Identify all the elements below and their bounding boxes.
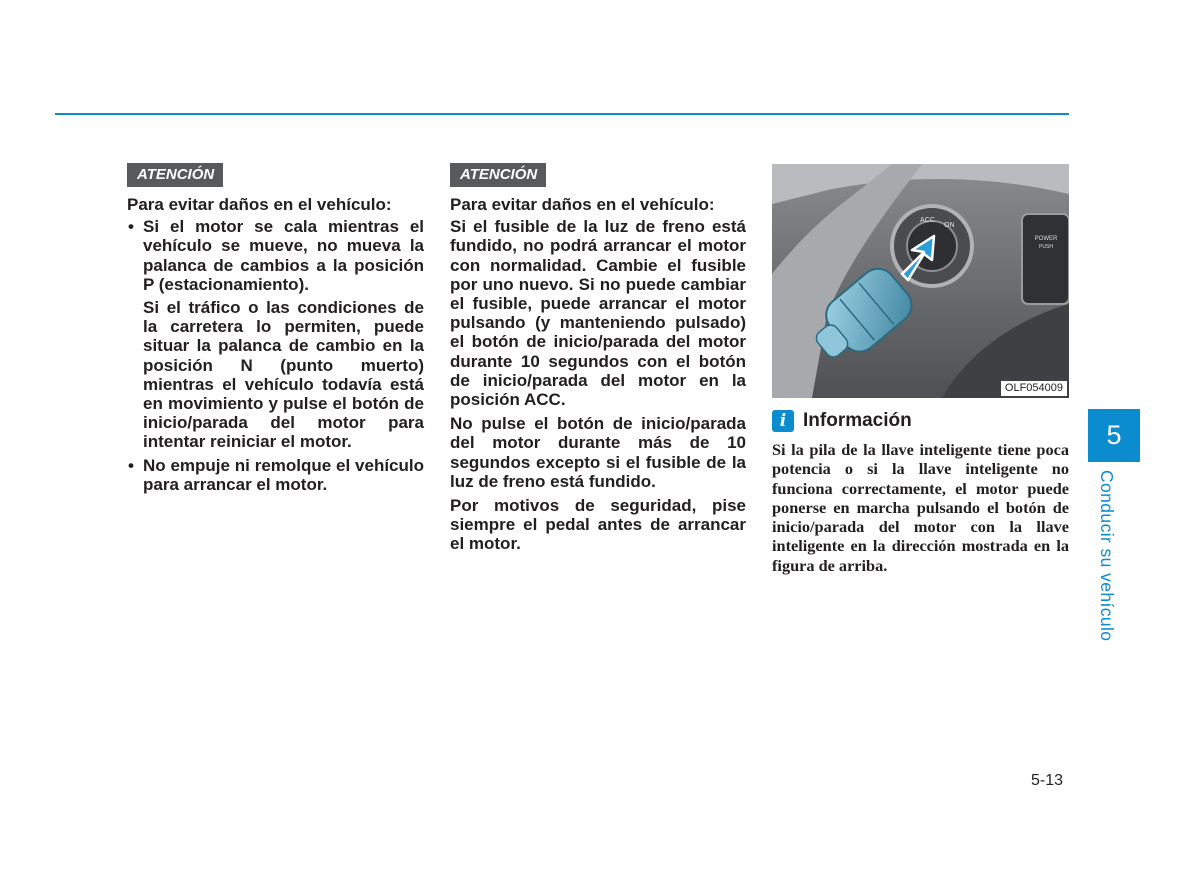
console-panel xyxy=(1022,214,1069,304)
header-rule xyxy=(55,113,1069,115)
caution-bullet xyxy=(127,456,424,494)
acc-label: ACC xyxy=(920,217,935,224)
power-label: POWER xyxy=(1034,236,1058,242)
bullet-text: No empuje ni remolque el vehículo para arrancar el motor. xyxy=(143,455,424,494)
caution-lead: Para evitar daños en el vehículo: xyxy=(450,195,715,214)
caution-sub-paragraph: Si el tráfico o las condiciones de la carretera lo permiten, puede situar la palanca de cambio en la posición N (punto muerto) mientras el vehículo todavía está en movimiento y pulse el botón de inicio/parada del motor para intentar reiniciar el motor. xyxy=(143,298,424,452)
bullet-dot: • xyxy=(128,217,134,237)
chapter-number-tab: 5 xyxy=(1088,409,1140,462)
caution-paragraph: Si el fusible de la luz de freno está fundido, no podrá arrancar el motor con normalidad. Cambie el fusible por uno nuevo. Si no puede cambiar el fusible, puede arrancar el motor pulsando (y manteniendo pulsado) el botón de inicio/parada del motor durante 10 segundos con el botón de inicio/parada del motor en la posición ACC. xyxy=(450,217,746,410)
smart-key-illustration xyxy=(772,164,1069,398)
info-title: Información xyxy=(803,410,912,431)
figure-code: OLF054009 xyxy=(1001,381,1067,396)
page-number: 5-13 xyxy=(1031,772,1064,789)
caution-bullet xyxy=(127,217,424,294)
push-label: PUSH xyxy=(1039,244,1053,250)
info-heading xyxy=(772,409,912,433)
chapter-title: Conducir su vehículo xyxy=(1097,470,1117,642)
caution-lead: Para evitar daños en el vehículo: xyxy=(127,195,392,214)
info-body: Si la pila de la llave inteligente tiene poca potencia o si la llave inteligente no funciona correctamente, el motor puede ponerse en marcha pulsando el botón de inicio/parada del motor con la llave inteligente en la dirección mostrada en la figura de arriba. xyxy=(772,440,1069,575)
caution-column-left xyxy=(127,163,424,498)
smart-key-figure xyxy=(772,164,1069,398)
caution-badge: ATENCIÓN xyxy=(450,163,546,187)
caution-badge: ATENCIÓN xyxy=(127,163,223,187)
on-label: ON xyxy=(944,222,955,229)
bullet-text: Si el motor se cala mientras el vehículo se mueve, no mueva la palanca de cambios a la posición P (estacionamiento). xyxy=(143,217,424,294)
info-icon: i xyxy=(772,410,794,432)
caution-paragraph: Por motivos de seguridad, pise siempre el pedal antes de arrancar el motor. xyxy=(450,496,746,554)
caution-paragraph: No pulse el botón de inicio/parada del motor durante más de 10 segundos excepto si el fusible de la luz de freno está fundido. xyxy=(450,414,746,491)
bullet-dot: • xyxy=(128,455,134,475)
caution-column-middle xyxy=(450,163,746,559)
